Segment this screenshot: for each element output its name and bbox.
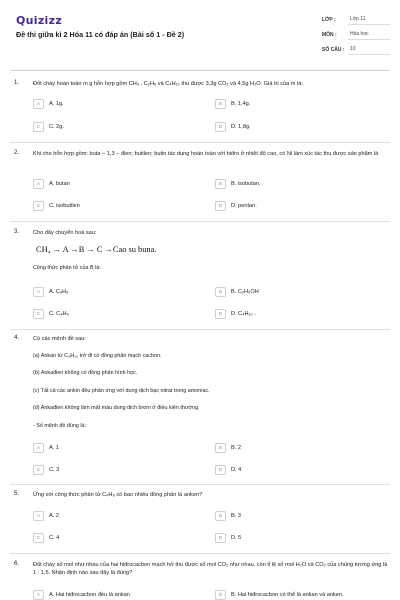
question-separator	[10, 142, 390, 143]
meta-count-value: 10	[348, 45, 390, 55]
statement-b: (b) Ankađien không có đồng phân hình học.	[33, 370, 138, 376]
option-label: B. Hai hiđrocacbon có thể là ankan và anken.	[231, 592, 344, 598]
question-text: Đốt cháy số mol như nhau của hai hiđrocacbon mạch hở thu được số mol CO₂ như nhau, còn tỉ lệ số mol H₂O và CO₂ của chúng tương ứng là 1 : 1,5. Nhận định nào sau đây là đúng?	[33, 562, 388, 576]
option-b[interactable]	[215, 286, 385, 298]
option-d[interactable]	[215, 200, 385, 212]
option-letter-box: B	[215, 511, 226, 521]
option-label: D. pentan.	[231, 203, 257, 209]
option-letter-box: D	[215, 201, 226, 211]
option-label: B. 3	[231, 513, 241, 519]
question-number: 5.	[14, 491, 20, 497]
option-letter-box: A	[33, 287, 44, 297]
option-a[interactable]	[33, 286, 203, 298]
option-c[interactable]	[33, 464, 203, 476]
option-d[interactable]	[215, 308, 385, 320]
option-letter-box: B	[215, 443, 226, 453]
option-a[interactable]	[33, 98, 203, 110]
statement-a: (a) Ankan từ C₄H₁₀ trở đi có đồng phân mạch cacbon.	[33, 353, 162, 359]
question-text: Có các mệnh đề sau:	[33, 336, 86, 342]
question-separator	[10, 329, 390, 330]
meta-subject-value: Hóa học	[348, 30, 390, 40]
option-a[interactable]	[33, 442, 203, 454]
quizizz-logo: Quizizz	[16, 14, 63, 27]
question-subtext: - Số mệnh đề đúng là:	[33, 423, 87, 429]
option-a[interactable]	[33, 510, 203, 522]
option-letter-box: A	[33, 590, 44, 600]
meta-subject-key: MÔN :	[322, 31, 337, 38]
option-label: C. C₄H₄	[49, 311, 69, 317]
option-letter-box: C	[33, 465, 44, 475]
option-letter-box: C	[33, 309, 44, 319]
option-label: A. 2	[49, 513, 59, 519]
option-letter-box: B	[215, 287, 226, 297]
option-label: D. C₄H₁₀ .	[231, 311, 256, 317]
question-number: 2.	[14, 150, 20, 156]
option-label: B. C₂H₅OH	[231, 289, 259, 295]
option-label: C. 4	[49, 535, 60, 541]
question-number: 1.	[14, 80, 20, 86]
option-letter-box: D	[215, 465, 226, 475]
option-label: A. butan	[49, 181, 70, 187]
option-letter-box: A	[33, 443, 44, 453]
option-label: A. 1g.	[49, 101, 64, 107]
option-letter-box: A	[33, 511, 44, 521]
option-letter-box: C	[33, 201, 44, 211]
option-label: B. isobutan.	[231, 181, 261, 187]
option-label: B. 2	[231, 445, 241, 451]
question-separator	[10, 221, 390, 222]
option-b[interactable]	[215, 442, 385, 454]
reaction-chain: CH₄ → A →B → C →Cao su buna.	[36, 245, 157, 254]
option-letter-box: C	[33, 122, 44, 132]
option-label: D. 5	[231, 535, 242, 541]
option-b[interactable]	[215, 98, 385, 110]
option-label: B. 1,4g.	[231, 101, 251, 107]
option-label: C. 2g.	[49, 124, 64, 130]
statement-d: (d) Ankađien không làm mất màu dung dịch brom ở điều kiện thường.	[33, 405, 200, 411]
question-separator	[10, 484, 390, 485]
option-label: D. 1,8g.	[231, 124, 251, 130]
option-a[interactable]	[33, 178, 203, 190]
meta-class-value: Lớp 11	[348, 15, 390, 25]
option-letter-box: D	[215, 122, 226, 132]
option-c[interactable]	[33, 532, 203, 544]
option-letter-box: A	[33, 179, 44, 189]
option-c[interactable]	[33, 121, 203, 133]
question-text: Đốt cháy hoàn toàn m g hỗn hợp gồm CH₄ , C₂H₆ và C₄H₁₀ thu được 3,3g CO₂ và 4,5g H₂O. Giá trị của m là:	[33, 81, 303, 87]
option-b[interactable]	[215, 589, 385, 600]
option-letter-box: D	[215, 309, 226, 319]
option-letter-box: A	[33, 99, 44, 109]
option-b[interactable]	[215, 178, 385, 190]
option-a[interactable]	[33, 589, 203, 600]
option-label: A. Hai hiđrocacbon đều là ankan	[49, 592, 130, 598]
option-letter-box: B	[215, 179, 226, 189]
question-number: 4.	[14, 335, 20, 341]
statement-c: (c) Tất cả các ankin đều phản ứng với dung dịch bạc nitrat trong amoniac.	[33, 388, 210, 394]
option-letter-box: B	[215, 99, 226, 109]
question-text: Ứng với công thức phân tử C₄H₈ có bao nhiêu đồng phân là anken?	[33, 492, 203, 498]
meta-table	[322, 12, 390, 57]
option-label: C. isobutilen	[49, 203, 80, 209]
question-subtext: Công thức phân tử của B là:	[33, 265, 101, 271]
meta-count-row	[322, 42, 390, 57]
question-number: 3.	[14, 229, 20, 235]
option-d[interactable]	[215, 464, 385, 476]
option-label: D. 4	[231, 467, 242, 473]
page-title: Đề thi giữa kì 2 Hóa 11 có đáp án (Bài số 1 - Đề 2)	[16, 30, 185, 39]
meta-subject-row	[322, 27, 390, 42]
question-number: 6.	[14, 561, 20, 567]
option-letter-box: C	[33, 533, 44, 543]
header-divider	[10, 70, 390, 71]
option-d[interactable]	[215, 121, 385, 133]
option-b[interactable]	[215, 510, 385, 522]
option-letter-box: D	[215, 533, 226, 543]
question-text: Cho dãy chuyển hoá sau:	[33, 230, 97, 236]
option-label: A. 1	[49, 445, 59, 451]
question-text: Khi cho hỗn hợp gồm: buta − 1,3 − đien; butilen; butin tác dụng hoàn toàn với hiđro ở nhiệt độ cao, có Ni làm xúc tác thu được sản phẩm là	[33, 151, 379, 157]
option-d[interactable]	[215, 532, 385, 544]
meta-class-key: LỚP :	[322, 16, 336, 23]
worksheet-header	[16, 12, 386, 62]
option-label: A. C₄H₆	[49, 289, 69, 295]
option-c[interactable]	[33, 308, 203, 320]
option-label: C. 3	[49, 467, 60, 473]
option-c[interactable]	[33, 200, 203, 212]
question-separator	[10, 553, 390, 554]
meta-count-key: SỐ CÂU :	[322, 46, 345, 53]
meta-class-row	[322, 12, 390, 27]
option-letter-box: B	[215, 590, 226, 600]
